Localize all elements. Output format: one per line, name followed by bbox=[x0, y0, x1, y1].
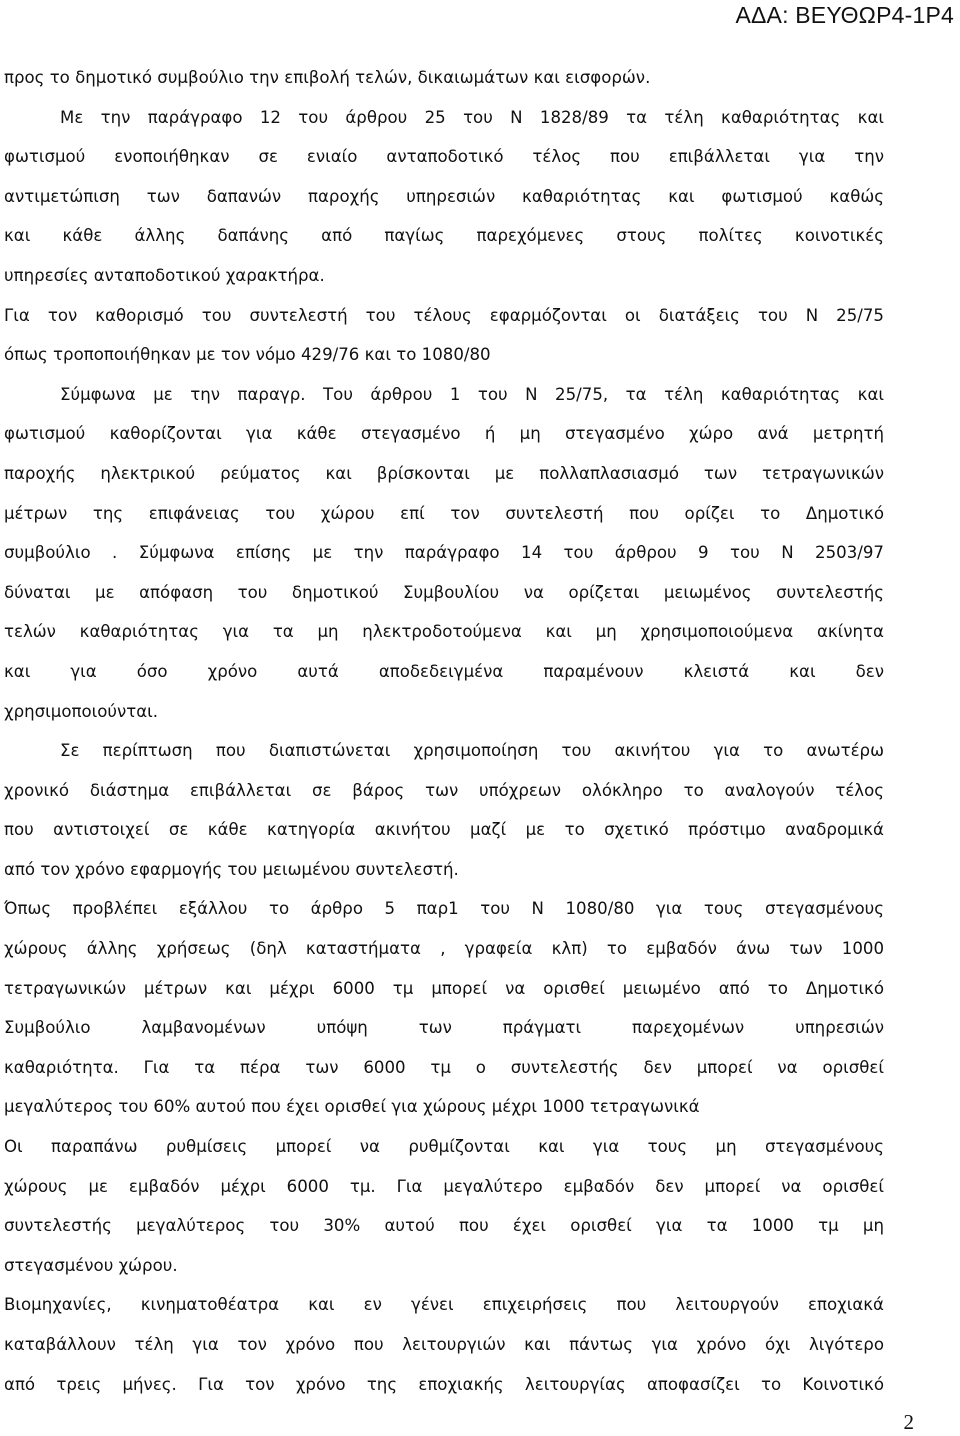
text-line: Συμβούλιο λαμβανομένων υπόψη των πράγματι παρεχομένων υπηρεσιών bbox=[4, 1018, 884, 1038]
text-line: δύναται με απόφαση του δημοτικού Συμβουλίου να ορίζεται μειωμένος συντελεστής bbox=[4, 582, 884, 602]
text-line: Βιομηχανίες, κινηματοθέατρα και εν γένει επιχειρήσεις που λειτουργούν εποχιακά bbox=[4, 1295, 884, 1315]
text-line: συμβούλιο . Σύμφωνα επίσης με την παράγραφο 14 του άρθρου 9 του Ν 2503/97 bbox=[4, 543, 884, 563]
text-line: Για τον καθορισμό του συντελεστή του τέλους εφαρμόζονται οι διατάξεις του Ν 25/75 bbox=[4, 305, 884, 325]
text-line: Σύμφωνα με την παραγρ. Του άρθρου 1 του Ν 25/75, τα τέλη καθαριότητας και bbox=[60, 384, 884, 404]
text-line: χώρους με εμβαδόν μέχρι 6000 τμ. Για μεγαλύτερο εμβαδόν δεν μπορεί να ορισθεί bbox=[4, 1176, 884, 1196]
text-line: καταβάλλουν τέλη για τον χρόνο που λειτουργιών και πάντως για χρόνο όχι λιγότερο bbox=[4, 1335, 884, 1354]
text-line: χρησιμοποιούνται. bbox=[4, 701, 159, 721]
text-line: που αντιστοιχεί σε κάθε κατηγορία ακινήτου μαζί με το σχετικό πρόστιμο αναδρομικά bbox=[4, 820, 884, 840]
text-line: φωτισμού ενοποιήθηκαν σε ενιαίο ανταποδοτικό τέλος που επιβάλλεται για την bbox=[4, 147, 884, 167]
text-line: προς το δημοτικό συμβούλιο την επιβολή τελών, δικαιωμάτων και εισφορών. bbox=[4, 68, 651, 87]
text-line: χρονικό διάστημα επιβάλλεται σε βάρος των υπόχρεων ολόκληρο το αναλογούν τέλος bbox=[4, 780, 884, 800]
text-line: αντιμετώπιση των δαπανών παροχής υπηρεσιών καθαριότητας και φωτισμού καθώς bbox=[4, 186, 884, 206]
text-line: από τρεις μήνες. Για τον χρόνο της εποχιακής λειτουργίας αποφασίζει το Κοινοτικό bbox=[4, 1374, 884, 1394]
text-line: συντελεστής μεγαλύτερος του 30% αυτού που έχει ορισθεί για τα 1000 τμ μη bbox=[4, 1216, 884, 1236]
text-line: Με την παράγραφο 12 του άρθρου 25 του Ν 1828/89 τα τέλη καθαριότητας και bbox=[60, 107, 884, 127]
text-line: καθαριότητα. Για τα πέρα των 6000 τμ ο συντελεστής δεν μπορεί να ορισθεί bbox=[4, 1057, 884, 1077]
text-line: τετραγωνικών μέτρων και μέχρι 6000 τμ μπορεί να ορισθεί μειωμένο από το Δημοτικό bbox=[4, 978, 884, 998]
ada-code: ΑΔΑ: ΒΕΥΘΩΡ4-1Ρ4 bbox=[735, 2, 954, 28]
text-line: Σε περίπτωση που διαπιστώνεται χρησιμοποίηση του ακινήτου για το ανωτέρω bbox=[60, 741, 884, 761]
text-line: μέτρων της επιφάνειας του χώρου επί τον συντελεστή που ορίζει το Δημοτικό bbox=[4, 503, 884, 523]
text-line: φωτισμού καθορίζονται για κάθε στεγασμένο ή μη στεγασμένο χώρο ανά μετρητή bbox=[4, 424, 884, 444]
text-line: χώρους άλλης χρήσεως (δηλ καταστήματα , γραφεία κλπ) το εμβαδόν άνω των 1000 bbox=[4, 939, 884, 959]
text-line: και κάθε άλλης δαπάνης από παγίως παρεχόμενες στους πολίτες κοινοτικές bbox=[4, 226, 884, 246]
text-line: όπως τροποποιήθηκαν με τον νόμο 429/76 και το 1080/80 bbox=[4, 345, 491, 365]
document-body bbox=[4, 58, 884, 1404]
text-line: από τον χρόνο εφαρμογής του μειωμένου συντελεστή. bbox=[4, 859, 459, 879]
text-line: μεγαλύτερος του 60% αυτού που έχει ορισθεί για χώρους μέχρι 1000 τετραγωνικά bbox=[4, 1097, 700, 1117]
text-line: στεγασμένου χώρου. bbox=[4, 1255, 178, 1275]
text-line: Όπως προβλέπει εξάλλου το άρθρο 5 παρ1 του Ν 1080/80 για τους στεγασμένους bbox=[4, 899, 884, 919]
text-line: και για όσο χρόνο αυτά αποδεδειγμένα παραμένουν κλειστά και δεν bbox=[4, 661, 884, 681]
text-line: τελών καθαριότητας για τα μη ηλεκτροδοτούμενα και μη χρησιμοποιούμενα ακίνητα bbox=[4, 622, 884, 642]
page-number: 2 bbox=[903, 1410, 914, 1434]
text-line: υπηρεσίες ανταποδοτικού χαρακτήρα. bbox=[4, 265, 325, 285]
text-line: παροχής ηλεκτρικού ρεύματος και βρίσκονται με πολλαπλασιασμό των τετραγωνικών bbox=[4, 463, 884, 483]
text-line: Οι παραπάνω ρυθμίσεις μπορεί να ρυθμίζονται και για τους μη στεγασμένους bbox=[4, 1137, 884, 1157]
